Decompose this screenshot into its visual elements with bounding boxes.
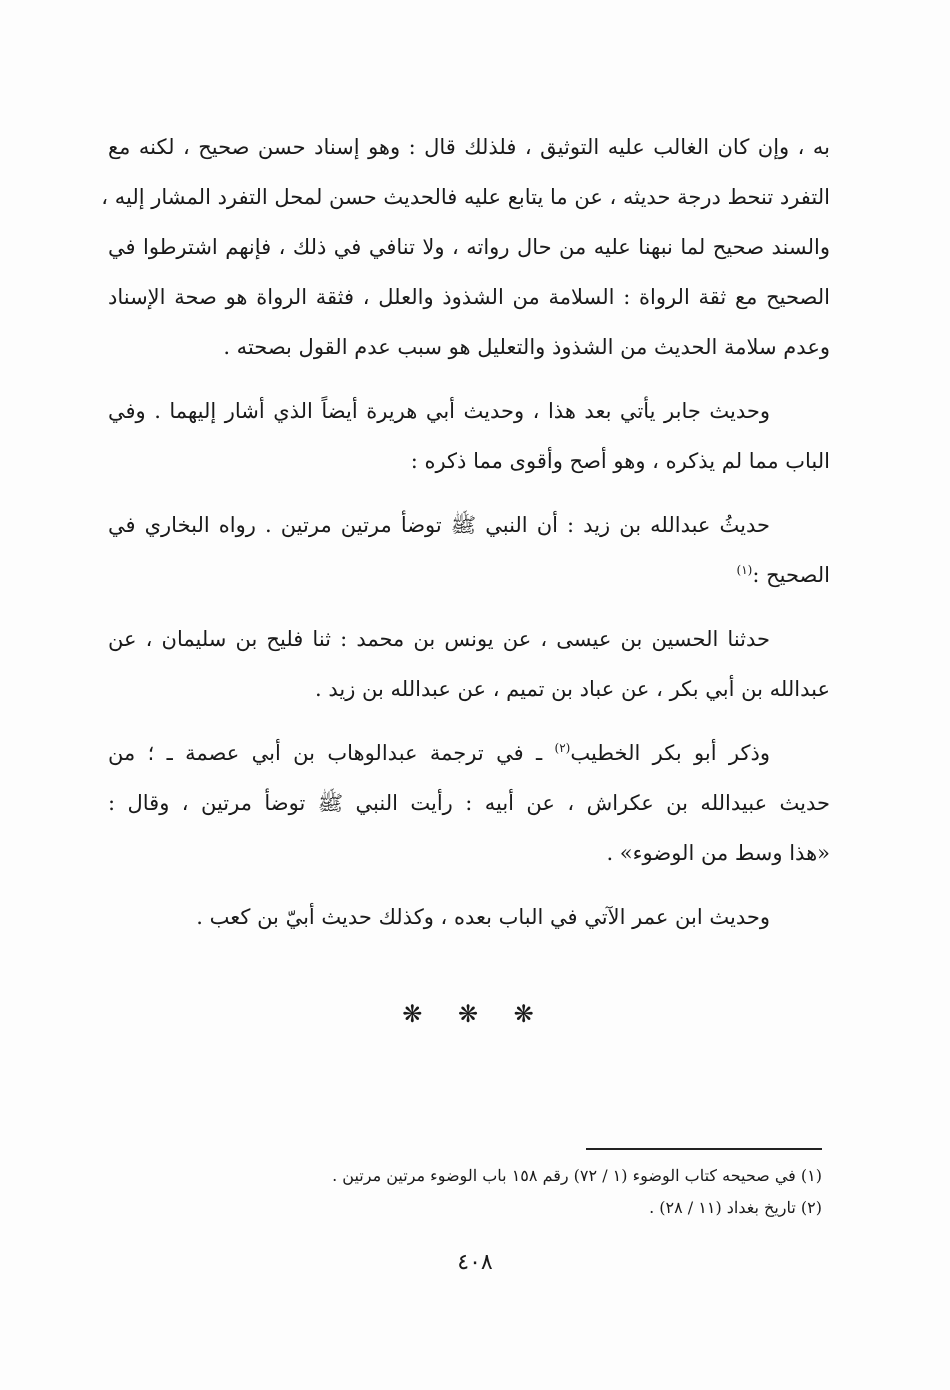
- footnote-ref-1[interactable]: (١): [736, 563, 753, 577]
- paragraph-5: [108, 728, 830, 878]
- text-line: عبدالله بن أبي بكر ، عن عباد بن تميم ، عن عبدالله بن زيد .: [314, 677, 830, 701]
- text-line: الصحيح مع ثقة الرواة : السلامة من الشذوذ والعلل ، فثقة الرواة هو صحة الإسناد: [108, 285, 830, 309]
- paragraph-1: [101, 122, 830, 372]
- text-line: والسند صحيح لما نبهنا عليه من حال رواته ، ولا تنافي في ذلك ، فإنهم اشترطوا في: [108, 235, 830, 259]
- paragraph-6: [108, 892, 830, 942]
- text-line: حديث عبيدالله بن عكراش ، عن أبيه : رأيت النبي ﷺ توضأ مرتين ، وقال :: [108, 791, 830, 815]
- text-line: التفرد تنحط درجة حديثه ، عن ما يتابع عليه فالحديث حسن لمحل التفرد المشار إليه ،: [101, 185, 830, 209]
- text-line: الباب مما لم يذكره ، وهو أصح وأقوى مما ذكره :: [410, 449, 830, 473]
- text-line: وحديث ابن عمر الآتي في الباب بعده ، وكذلك حديث أبيّ بن كعب .: [196, 905, 770, 929]
- text-line: وعدم سلامة الحديث من الشذوذ والتعليل هو سبب عدم القول بصحته .: [223, 335, 830, 359]
- paragraph-2: [108, 386, 830, 486]
- text-line: وحديث جابر يأتي بعد هذا ، وحديث أبي هريرة أيضاً الذي أشار إليهما . وفي: [108, 399, 770, 423]
- text-line: [108, 728, 830, 778]
- text-fragment: ـ في ترجمة عبدالوهاب بن أبي عصمة ـ ؛ من: [108, 741, 543, 765]
- text-line: حدثنا الحسين بن عيسى ، عن يونس بن محمد : ثنا فليح بن سليمان ، عن: [108, 627, 770, 651]
- text-line: [108, 550, 830, 600]
- main-text: [101, 122, 830, 956]
- footnotes: [202, 1160, 822, 1224]
- section-separator: ❋ ❋ ❋: [402, 1000, 548, 1028]
- paragraph-3: [108, 500, 830, 600]
- footnote-1: (١) في صحيحه كتاب الوضوء (١ / ٧٢) رقم ١٥٨ باب الوضوء مرتين مرتين .: [332, 1166, 822, 1185]
- text-fragment: وذكر أبو بكر الخطيب: [570, 741, 770, 765]
- text-fragment: الصحيح :: [752, 563, 830, 587]
- page-number: ٤٠٨: [457, 1250, 493, 1275]
- footnote-ref-2[interactable]: (٢): [554, 741, 571, 755]
- paragraph-4: [108, 614, 830, 714]
- text-line: حديثُ عبدالله بن زيد : أن النبي ﷺ توضأ مرتين مرتين . رواه البخاري في: [108, 513, 770, 537]
- text-line: «هذا وسط من الوضوء» .: [606, 841, 830, 865]
- footnote-2: (٢) تاريخ بغداد (١١ / ٢٨) .: [649, 1198, 822, 1217]
- footnote-divider: [586, 1148, 822, 1150]
- text-line: به ، وإن كان الغالب عليه التوثيق ، فلذلك قال : وهو إسناد حسن صحيح ، لكنه مع: [108, 135, 830, 159]
